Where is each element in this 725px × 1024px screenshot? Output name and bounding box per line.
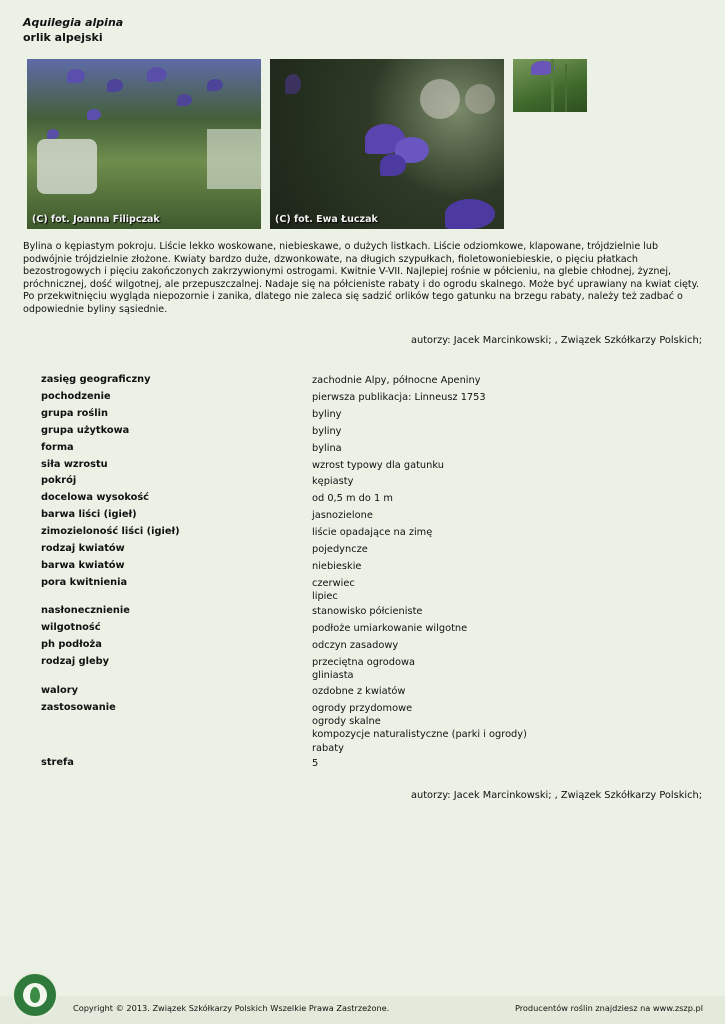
attribute-label: grupa roślin <box>41 407 108 419</box>
attribute-label: ph podłoża <box>41 639 102 651</box>
attribute-values <box>312 389 486 406</box>
attribute-values <box>312 700 527 755</box>
attribute-value: odczyn zasadowy <box>312 640 399 652</box>
photo-credit: (C) fot. Joanna Filipczak <box>32 214 160 225</box>
authors-note: autorzy: Jacek Marcinkowski; , Związek Szkółkarzy Polskich; <box>411 335 702 346</box>
plant-photo-3[interactable] <box>513 59 587 112</box>
attribute-row <box>41 541 681 558</box>
attribute-row <box>41 524 681 541</box>
attribute-value: zachodnie Alpy, północne Apeniny <box>312 375 481 386</box>
attribute-values <box>312 654 415 683</box>
attribute-label: zimozieloność liści (igieł) <box>41 526 180 538</box>
attribute-row <box>41 755 681 772</box>
attribute-row <box>41 637 681 654</box>
attribute-values <box>312 603 422 620</box>
attribute-row <box>41 490 681 507</box>
zszp-leaf-logo-icon <box>12 972 58 1018</box>
plant-photo-2[interactable] <box>270 59 504 229</box>
attributes-table <box>41 372 681 772</box>
attribute-values <box>312 524 432 541</box>
attribute-row <box>41 620 681 637</box>
attribute-value: lipiec <box>312 591 338 603</box>
attribute-label: strefa <box>41 756 74 768</box>
attribute-values <box>312 406 341 423</box>
attribute-values <box>312 541 368 558</box>
attribute-label: siła wzrostu <box>41 458 108 470</box>
attribute-label: grupa użytkowa <box>41 424 130 436</box>
attribute-label: pokrój <box>41 475 77 487</box>
attribute-value: ogrody przydomowe <box>312 702 413 714</box>
attribute-value: pojedyncze <box>312 544 368 556</box>
attribute-values <box>312 457 444 474</box>
attribute-values <box>312 423 341 440</box>
attribute-label: rodzaj gleby <box>41 656 110 668</box>
attribute-row <box>41 440 681 457</box>
attribute-label: docelowa wysokość <box>41 492 149 504</box>
plant-photo-1[interactable] <box>27 59 261 229</box>
attribute-values <box>312 683 405 700</box>
attribute-value: liście opadające na zimę <box>312 527 433 539</box>
attribute-value: ogrody skalne <box>312 715 381 727</box>
attribute-value: przeciętna ogrodowa <box>312 657 415 669</box>
attribute-values <box>312 558 361 575</box>
attribute-values <box>312 620 467 637</box>
attribute-row <box>41 700 681 755</box>
plant-latin-name: Aquilegia alpina <box>23 16 124 29</box>
attribute-values <box>312 575 355 604</box>
attribute-value: 5 <box>312 757 319 769</box>
attribute-label: pora kwitnienia <box>41 576 128 588</box>
attribute-label: zastosowanie <box>41 701 116 713</box>
attribute-value: rabaty <box>312 742 344 754</box>
attribute-values <box>312 490 393 507</box>
attribute-label: rodzaj kwiatów <box>41 543 125 555</box>
attribute-value: od 0,5 m do 1 m <box>312 493 393 505</box>
attribute-row <box>41 654 681 683</box>
attribute-value: gliniasta <box>312 670 354 682</box>
attribute-value: bylina <box>312 442 342 454</box>
attribute-value: ozdobne z kwiatów <box>312 685 406 697</box>
attribute-value: kępiasty <box>312 476 354 488</box>
plant-header <box>23 15 123 45</box>
attribute-row <box>41 507 681 524</box>
attribute-label: zasięg geograficzny <box>41 374 151 385</box>
plant-description: Bylina o kępiastym pokroju. Liście lekko woskowane, niebieskawe, o dużych listkach. Liście odziomkowe, klapowane, trójdzielnie lub podwójnie trójdzielnie złożone. Kwiaty bardzo duże, dzwonkowate, na długich szypułkach, fioletowoniebieskie, o pięciu płatkach bezostrogowych i pięciu zakończonych zakrzywionymi ostrogami. Kwitnie V-VII. Najlepiej rośnie w półcieniu, na glebie chłodnej, żyznej, próchnicznej, dość wilgotnej, ale przepuszczalnej. Nadaje się na półcieniste rabaty i do ogrodu skalnego. Może być uprawiany na kwiat cięty. Po przekwitnięciu wygląda niepozornie i zanika, dlatego nie zaleca się sadzić orlików tego gatunku na brzegu rabaty, należy też zadbać o odpowiednie byliny sąsiednie. <box>23 241 700 315</box>
attribute-value: stanowisko półcieniste <box>312 606 423 618</box>
attribute-row <box>41 575 681 604</box>
photo-credit: (C) fot. Ewa Łuczak <box>275 214 378 225</box>
attribute-row <box>41 457 681 474</box>
attribute-values <box>312 755 318 772</box>
attribute-value: pierwsza publikacja: Linneusz 1753 <box>312 391 486 403</box>
attribute-value: czerwiec <box>312 577 355 589</box>
attribute-row <box>41 558 681 575</box>
plant-common-name: orlik alpejski <box>23 31 103 44</box>
attribute-value: podłoże umiarkowanie wilgotne <box>312 623 468 635</box>
attribute-values <box>312 637 398 654</box>
attribute-label: barwa kwiatów <box>41 559 125 571</box>
attribute-values <box>312 473 353 490</box>
authors-note: autorzy: Jacek Marcinkowski; , Związek Szkółkarzy Polskich; <box>411 790 702 801</box>
attribute-row <box>41 473 681 490</box>
attribute-label: walory <box>41 684 78 696</box>
attribute-row <box>41 423 681 440</box>
attribute-value: byliny <box>312 408 342 420</box>
attribute-row <box>41 372 681 389</box>
attribute-label: nasłonecznienie <box>41 605 130 617</box>
attribute-label: wilgotność <box>41 622 101 634</box>
attribute-row <box>41 683 681 700</box>
attribute-values <box>312 440 342 457</box>
attribute-value: kompozycje naturalistyczne (parki i ogrody) <box>312 729 527 741</box>
attribute-label: pochodzenie <box>41 390 111 402</box>
attribute-row <box>41 603 681 620</box>
attribute-values <box>312 372 481 389</box>
attribute-label: barwa liści (igieł) <box>41 509 137 521</box>
attribute-row <box>41 406 681 423</box>
producers-link[interactable]: Producentów roślin znajdziesz na www.zszp.pl <box>514 1003 703 1013</box>
attribute-values <box>312 507 373 524</box>
attribute-value: niebieskie <box>312 560 362 572</box>
attribute-row <box>41 389 681 406</box>
attribute-value: byliny <box>312 425 342 437</box>
attribute-label: forma <box>41 441 74 453</box>
attribute-value: jasnozielone <box>312 510 373 522</box>
copyright-text: Copyright © 2013. Związek Szkółkarzy Polskich Wszelkie Prawa Zastrzeżone. <box>73 1003 390 1013</box>
attribute-value: wzrost typowy dla gatunku <box>312 459 444 471</box>
